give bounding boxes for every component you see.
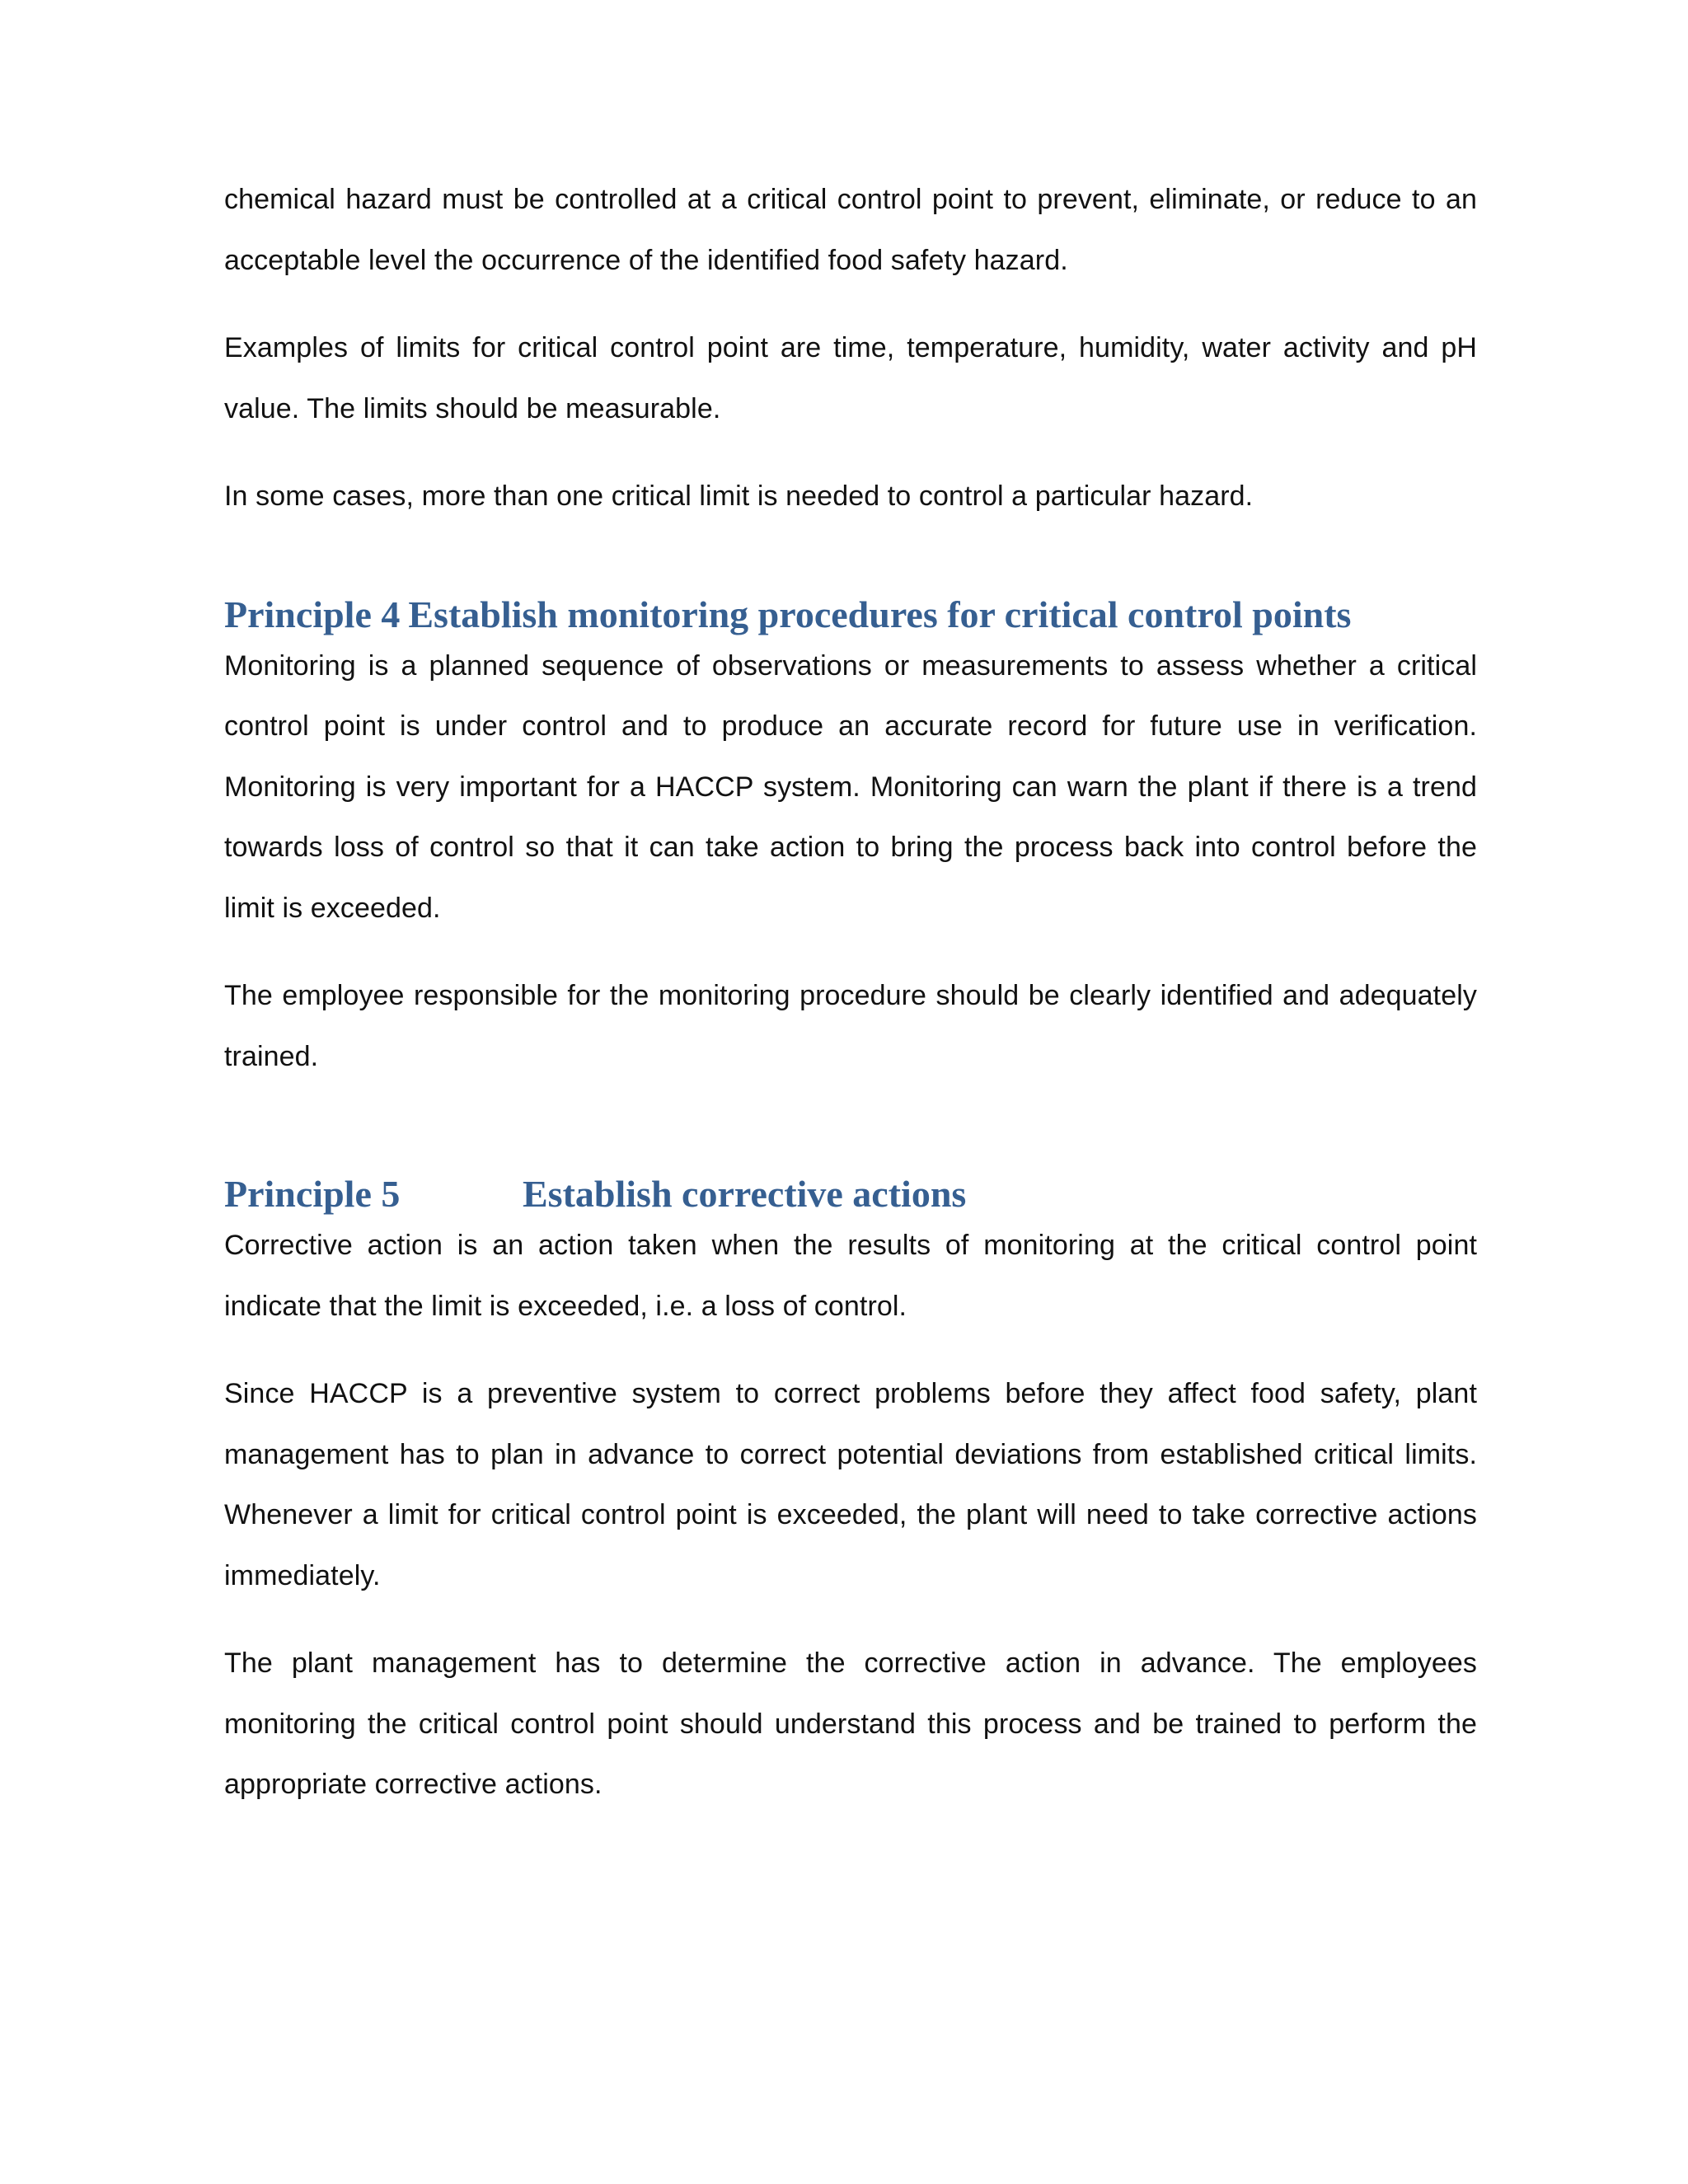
principle-5-heading [224, 1173, 1477, 1216]
principle-4-heading [224, 593, 1477, 636]
body-paragraph: chemical hazard must be controlled at a critical control point to prevent, eliminate, or reduce to an acceptable level the occurrence of the identified food safety hazard. [224, 184, 1477, 276]
principle-4-number: Principle 4 [224, 593, 401, 635]
body-paragraph: The plant management has to determine the corrective action in advance. The employees monitoring the critical control point should understand this process and be trained to perform the appropriate corrective actions. [224, 1647, 1477, 1800]
body-paragraph: Corrective action is an action taken when the results of monitoring at the critical control point indicate that the limit is exceeded, i.e. a loss of control. [224, 1230, 1477, 1322]
page-content [224, 170, 1477, 1816]
body-paragraph: Examples of limits for critical control point are time, temperature, humidity, water activity and pH value. The limits should be measurable. [224, 332, 1477, 424]
body-paragraph: Monitoring is a planned sequence of observations or measurements to assess whether a critical control point is under control and to produce an accurate record for future use in verification. Monitoring is very important for a HACCP system. Monitoring can warn the plant if there is a trend towards loss of control so that it can take action to bring the process back into control before the limit is exceeded. [224, 649, 1477, 924]
principle-5-title: Establish corrective actions [523, 1173, 967, 1215]
principle-4-title: Establish monitoring procedures for critical control points [408, 593, 1352, 635]
body-paragraph: The employee responsible for the monitoring procedure should be clearly identified and adequately trained. [224, 980, 1477, 1072]
body-paragraph: In some cases, more than one critical limit is needed to control a particular hazard. [224, 480, 1254, 512]
body-paragraph: Since HACCP is a preventive system to correct problems before they affect food safety, plant management has to plan in advance to correct potential deviations from established critical limits. Whenever a limit for critical control point is exceeded, the plant will need to take corrective actions immediately. [224, 1378, 1477, 1591]
principle-5-number: Principle 5 [224, 1173, 401, 1215]
